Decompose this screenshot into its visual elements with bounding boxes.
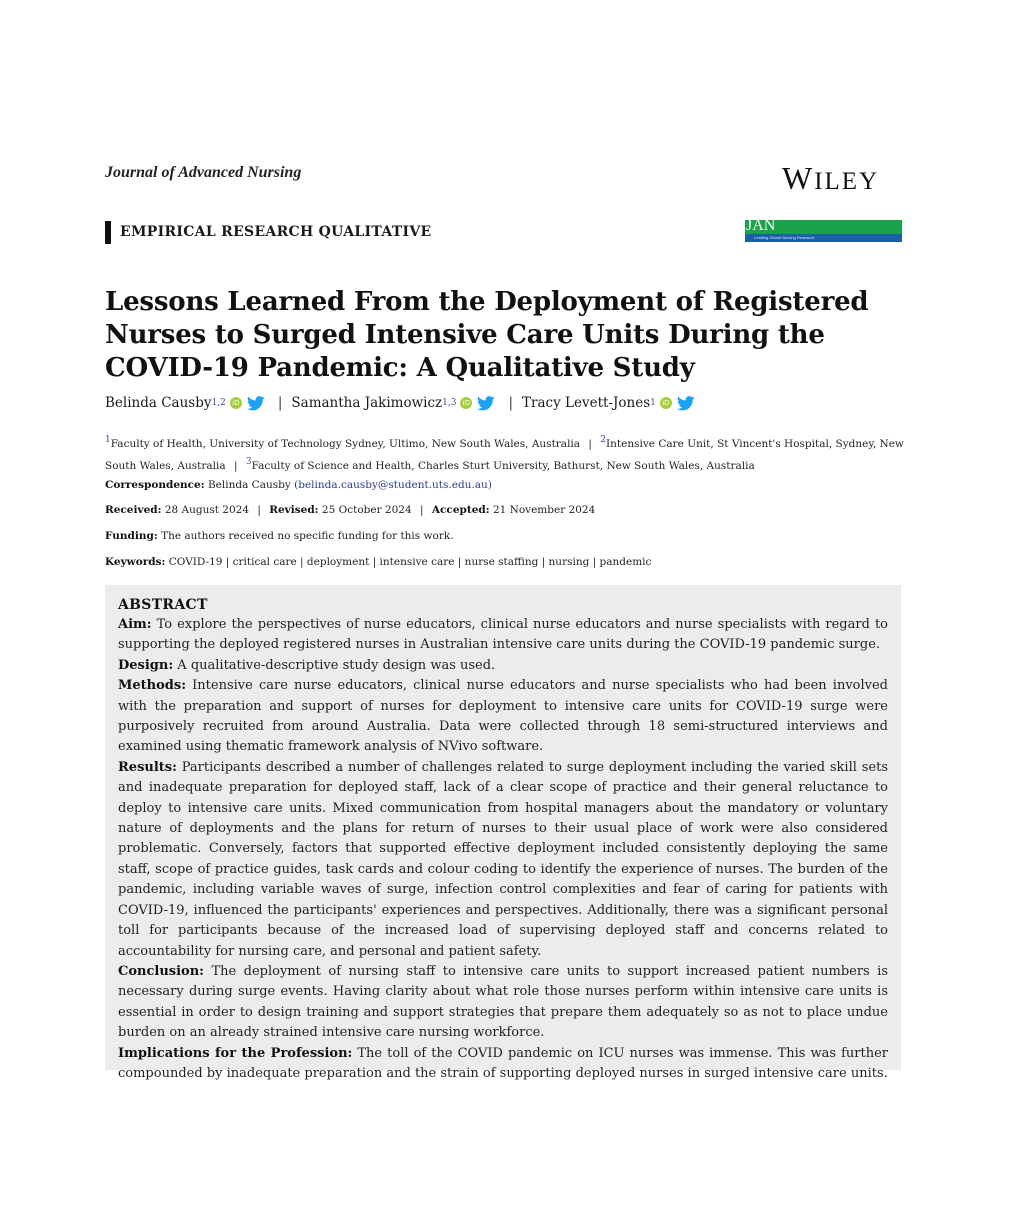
results-text: Participants described a number of challenges related to surge deployment including the varied skill sets and inadequate preparation for deployed staff, lack of a clear scope of practice and their general reluctance to deploy to intensive care units. Mixed communication from hospital managers about the mandatory or voluntary nature of deployments and the plans for return of nurses to their usual place of work were also considered problematic. Conversely, factors that supported effective deployment included consistently deploying the same staff, scope of practice guides, task cards and colour coding to identify the experience of nurses. The burden of the pandemic, including variable waves of surge, infection control complexities and fear of caring for patients with COVID-19, influenced the participants' experiences and perspectives. Additionally, there was a significant personal toll for participants because of the increased load of supervising deployed staff and concerns related to accountability for nursing care, and personal and patient safety. xyxy=(118,759,888,959)
received-date: 28 August 2024 xyxy=(164,504,250,516)
author-name[interactable]: Samantha Jakimowicz xyxy=(291,395,443,411)
affiliation-sup: 3 xyxy=(245,457,252,467)
author-name[interactable]: Tracy Levett-Jones xyxy=(522,395,651,411)
implications-label: Implications for the Profession: xyxy=(118,1045,353,1061)
correspondence-line xyxy=(105,479,492,491)
author-affiliation-sup: 1 xyxy=(650,398,656,408)
funding-text: The authors received no specific funding for this work. xyxy=(161,530,454,542)
affiliations xyxy=(105,431,905,475)
affiliation-3: Faculty of Science and Health, Charles Sturt University, Bathurst, New South Wales, Australia xyxy=(251,460,755,472)
article-type-label: EMPIRICAL RESEARCH QUALITATIVE xyxy=(105,221,431,244)
affiliation-separator: | xyxy=(233,460,238,472)
abstract-results xyxy=(118,758,888,962)
jan-logo: JAN Leading Global Nursing Research xyxy=(745,220,902,242)
author-separator: | xyxy=(508,395,514,411)
revised-label: Revised: xyxy=(269,504,319,516)
author-separator: | xyxy=(277,395,283,411)
affiliation-2: Intensive Care Unit, St Vincent's Hospital, Sydney, New South Wales, Australia xyxy=(105,438,904,472)
correspondence-email-paren[interactable]: (belinda.causby@student.uts.edu.au) xyxy=(294,479,492,491)
author-affiliation-sup: 1,3 xyxy=(442,398,457,408)
conclusion-label: Conclusion: xyxy=(118,963,204,979)
orcid-icon[interactable]: iD xyxy=(660,397,672,409)
funding-label: Funding: xyxy=(105,530,158,542)
accepted-date: 21 November 2024 xyxy=(492,504,596,516)
abstract-aim xyxy=(118,615,888,656)
methods-label: Methods: xyxy=(118,678,186,694)
dates-separator: | xyxy=(420,504,424,516)
correspondence-label: Correspondence: xyxy=(105,479,205,491)
article-title: Lessons Learned From the Deployment of Registered Nurses to Surged Intensive Care Units During the COVID-19 Pandemic: A Qualitative Study xyxy=(105,287,869,383)
author-item xyxy=(522,395,699,411)
received-label: Received: xyxy=(105,504,162,516)
methods-text: Intensive care nurse educators, clinical nurse educators and nurse specialists who had been involved with the preparation and support of nurses for deployment to intensive care units for COVID-19 surge were purposively recruited from around Australia. Data were collected through 18 semi-structured interviews and examined using thematic framework analysis of NVivo software. xyxy=(118,678,889,755)
correspondence-email[interactable]: belinda.causby@student.uts.edu.au xyxy=(298,479,488,491)
aim-label: Aim: xyxy=(118,617,152,632)
author-name[interactable]: Belinda Causby xyxy=(105,395,212,411)
design-text: A qualitative-descriptive study design was used. xyxy=(177,657,496,673)
keywords-line xyxy=(105,556,651,568)
wiley-logo: WILEY xyxy=(782,160,880,196)
author-item xyxy=(291,395,499,411)
dates-line xyxy=(105,504,595,516)
keywords-label: Keywords: xyxy=(105,556,166,568)
aim-text: To explore the perspectives of nurse educators, clinical nurse educators and nurse specialists with regard to supporting the deployed registered nurses in Australian intensive care units during the COVID-19 pandemic surge. xyxy=(118,617,888,653)
abstract-implications xyxy=(118,1044,888,1085)
author-list xyxy=(105,395,699,411)
abstract-box xyxy=(105,585,901,1081)
conclusion-text: The deployment of nursing staff to intensive care units to support increased patient numbers is necessary during surge events. Having clarity about what role those nurses perform within intensive care units is essential in order to design training and support strategies that prepare them adequately so as not to place undue burden on an already strained intensive care nursing workforce. xyxy=(118,963,888,1041)
author-affiliation-sup: 1,2 xyxy=(211,398,226,408)
orcid-icon[interactable]: iD xyxy=(230,397,242,409)
correspondence-name: Belinda Causby xyxy=(207,479,291,491)
twitter-icon[interactable] xyxy=(677,396,695,411)
design-label: Design: xyxy=(118,657,174,673)
affiliation-1: Faculty of Health, University of Technology Sydney, Ultimo, New South Wales, Australia xyxy=(110,438,581,450)
author-item xyxy=(105,395,269,411)
results-label: Results: xyxy=(118,759,177,775)
abstract-design xyxy=(118,656,888,676)
affiliation-sup: 2 xyxy=(600,435,607,445)
affiliation-sup: 1 xyxy=(105,435,111,445)
accepted-label: Accepted: xyxy=(431,504,490,516)
dates-separator: | xyxy=(257,504,261,516)
twitter-icon[interactable] xyxy=(247,396,265,411)
revised-date: 25 October 2024 xyxy=(321,504,412,516)
journal-name: Journal of Advanced Nursing xyxy=(105,164,302,181)
abstract-conclusion xyxy=(118,962,888,1044)
abstract-heading: ABSTRACT xyxy=(118,597,208,613)
implications-text: The toll of the COVID pandemic on ICU nurses was immense. This was further compounded by inadequate preparation and the strain of supporting deployed nurses in surged intensive care units. xyxy=(118,1045,889,1081)
abstract-methods xyxy=(118,676,888,758)
keywords-text: COVID-19 | critical care | deployment | intensive care | nurse staffing | nursing | pandemic xyxy=(168,556,652,568)
twitter-icon[interactable] xyxy=(477,396,495,411)
funding-line xyxy=(105,530,454,542)
orcid-icon[interactable]: iD xyxy=(460,397,472,409)
affiliation-separator: | xyxy=(588,438,592,450)
